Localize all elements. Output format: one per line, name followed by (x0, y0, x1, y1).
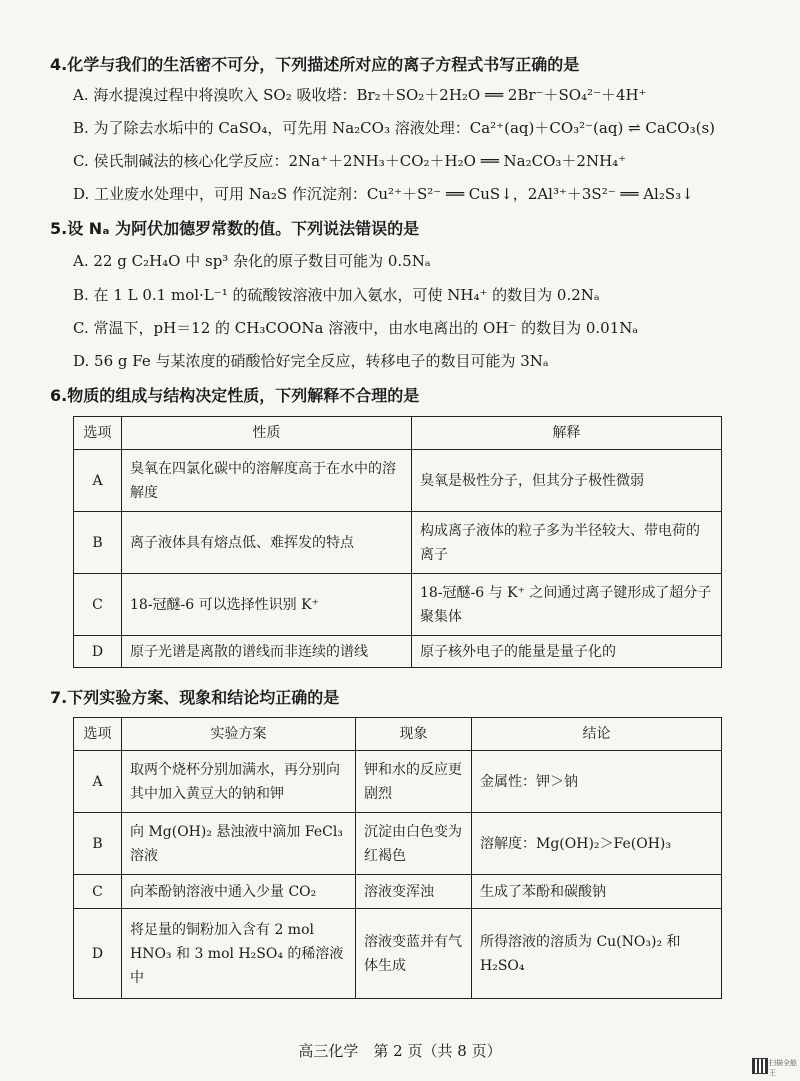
q6-row-b-label: B (74, 512, 122, 574)
table-row (74, 875, 722, 909)
q4-option-d: D. 工业废水处理中，可用 Na₂S 作沉淀剂：Cu²⁺＋S²⁻ ══ CuS↓，2Al³⁺＋3S²⁻ ══ Al₂S₃↓ (73, 185, 694, 203)
q6-stem: 6.物质的组成与结构决定性质，下列解释不合理的是 (50, 386, 420, 405)
q7-header-plan: 实验方案 (122, 718, 356, 751)
q7-row-a-conclusion: 金属性：钾＞钠 (472, 751, 722, 813)
q5-option-c: C. 常温下，pH＝12 的 CH₃COONa 溶液中，由水电离出的 OH⁻ 的数目为 0.01Nₐ (73, 319, 639, 337)
q6-row-d-explanation: 原子核外电子的能量是量子化的 (412, 636, 722, 668)
table-row (74, 450, 722, 512)
q7-row-c-phenomenon: 溶液变浑浊 (356, 875, 472, 909)
q7-row-c-label: C (74, 875, 122, 909)
q6-header-property: 性质 (122, 417, 412, 450)
table-row (74, 751, 722, 813)
page-footer: 高三化学 第 2 页（共 8 页） (298, 1042, 502, 1060)
q7-row-b-conclusion: 溶解度：Mg(OH)₂＞Fe(OH)₃ (472, 813, 722, 875)
q7-header-conclusion: 结论 (472, 718, 722, 751)
q7-row-d-label: D (74, 909, 122, 999)
q6-row-d-property: 原子光谱是离散的谱线而非连续的谱线 (122, 636, 412, 668)
q6-header-option: 选项 (74, 417, 122, 450)
table-row (74, 512, 722, 574)
qr-code-icon (752, 1058, 768, 1074)
q6-table (73, 416, 722, 668)
q7-row-b-label: B (74, 813, 122, 875)
q7-table (73, 717, 722, 999)
table-row (74, 813, 722, 875)
q6-row-a-property: 臭氧在四氯化碳中的溶解度高于在水中的溶解度 (122, 450, 412, 512)
q6-row-c-property: 18-冠醚-6 可以选择性识别 K⁺ (122, 574, 412, 636)
q7-row-d-conclusion: 所得溶液的溶质为 Cu(NO₃)₂ 和 H₂SO₄ (472, 909, 722, 999)
q7-header-phenomenon: 现象 (356, 718, 472, 751)
q6-row-c-explanation: 18-冠醚-6 与 K⁺ 之间通过离子键形成了超分子聚集体 (412, 574, 722, 636)
q4-option-a: A. 海水提溴过程中将溴吹入 SO₂ 吸收塔：Br₂＋SO₂＋2H₂O ══ 2Br⁻＋SO₄²⁻＋4H⁺ (73, 86, 647, 104)
q7-header-option: 选项 (74, 718, 122, 751)
q6-row-c-label: C (74, 574, 122, 636)
q7-row-a-plan: 取两个烧杯分别加满水，再分别向其中加入黄豆大的钠和钾 (122, 751, 356, 813)
q5-option-d: D. 56 g Fe 与某浓度的硝酸恰好完全反应，转移电子的数目可能为 3Nₐ (73, 352, 549, 370)
q7-row-d-plan: 将足量的铜粉加入含有 2 mol HNO₃ 和 3 mol H₂SO₄ 的稀溶液中 (122, 909, 356, 999)
q7-row-c-plan: 向苯酚钠溶液中通入少量 CO₂ (122, 875, 356, 909)
table-row (74, 574, 722, 636)
q6-header-explanation: 解释 (412, 417, 722, 450)
q4-stem: 4.化学与我们的生活密不可分，下列描述所对应的离子方程式书写正确的是 (50, 55, 580, 74)
q6-row-a-label: A (74, 450, 122, 512)
table-row (74, 636, 722, 668)
q7-header-row (74, 718, 722, 751)
q6-row-d-label: D (74, 636, 122, 668)
q7-stem: 7.下列实验方案、现象和结论均正确的是 (50, 688, 340, 707)
q6-row-b-explanation: 构成离子液体的粒子多为半径较大、带电荷的离子 (412, 512, 722, 574)
q7-row-c-conclusion: 生成了苯酚和碳酸钠 (472, 875, 722, 909)
scanner-watermark: 扫描全能王 (769, 1059, 797, 1077)
q5-option-a: A. 22 g C₂H₄O 中 sp³ 杂化的原子数目可能为 0.5Nₐ (73, 252, 431, 270)
q6-row-b-property: 离子液体具有熔点低、难挥发的特点 (122, 512, 412, 574)
q4-option-c: C. 侯氏制碱法的核心化学反应：2Na⁺＋2NH₃＋CO₂＋H₂O ══ Na₂CO₃＋2NH₄⁺ (73, 152, 627, 170)
table-row (74, 909, 722, 999)
q7-row-d-phenomenon: 溶液变蓝并有气体生成 (356, 909, 472, 999)
q7-row-b-plan: 向 Mg(OH)₂ 悬浊液中滴加 FeCl₃ 溶液 (122, 813, 356, 875)
q6-header-row (74, 417, 722, 450)
q7-row-a-label: A (74, 751, 122, 813)
q6-row-a-explanation: 臭氧是极性分子，但其分子极性微弱 (412, 450, 722, 512)
q7-row-b-phenomenon: 沉淀由白色变为红褐色 (356, 813, 472, 875)
q7-row-a-phenomenon: 钾和水的反应更剧烈 (356, 751, 472, 813)
q5-stem: 5.设 Nₐ 为阿伏加德罗常数的值。下列说法错误的是 (50, 219, 420, 238)
q5-option-b: B. 在 1 L 0.1 mol·L⁻¹ 的硫酸铵溶液中加入氨水，可使 NH₄⁺ 的数目为 0.2Nₐ (73, 286, 600, 304)
q4-option-b: B. 为了除去水垢中的 CaSO₄，可先用 Na₂CO₃ 溶液处理：Ca²⁺(aq)＋CO₃²⁻(aq) ⇌ CaCO₃(s) (73, 119, 716, 137)
